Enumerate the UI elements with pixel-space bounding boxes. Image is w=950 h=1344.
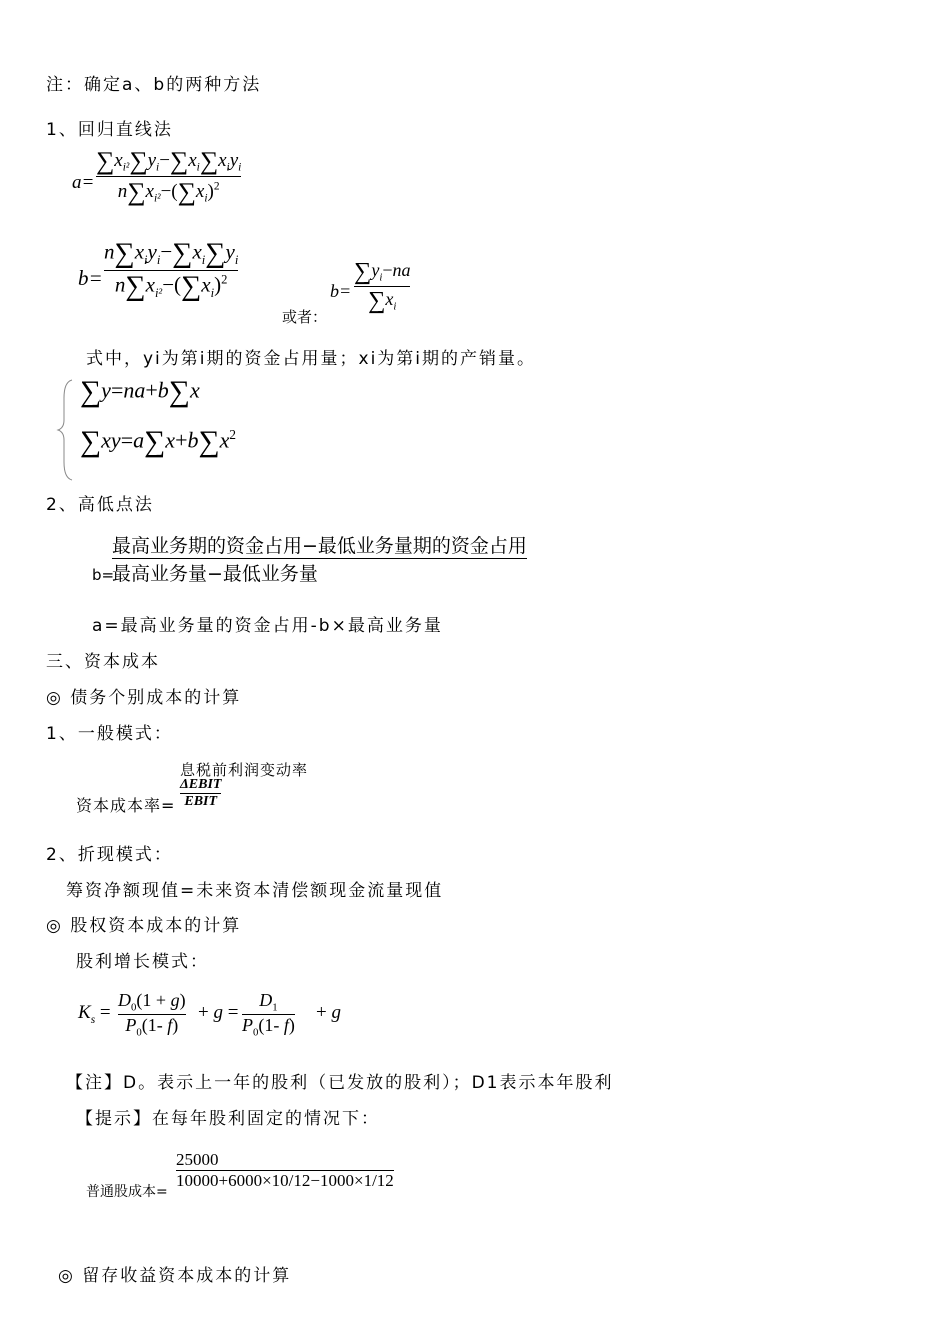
section3-heading: 三、资本成本: [46, 652, 160, 672]
method2-heading: 2、高低点法: [46, 495, 154, 515]
high-low-formula: [112, 531, 527, 586]
ebit-denominator: EBIT: [184, 794, 218, 809]
discount-mode-heading: 2、折现模式：: [46, 845, 173, 865]
ks-plus-g-1: + g =: [198, 1002, 239, 1023]
a-formula: a=最高业务量的资金占用-b×最高业务量: [92, 616, 443, 636]
bond-cost-heading: ◎ 债务个别成本的计算: [46, 688, 242, 708]
hl-b-label: b=: [92, 566, 115, 584]
note-title: 注：确定a、b的两种方法: [46, 75, 262, 95]
brace-icon: [56, 378, 74, 482]
common-stock-label: 普通股成本=: [86, 1184, 168, 1200]
formula-b-label: b=: [78, 266, 103, 290]
hl-denominator: 最高业务量−最低业务量: [112, 563, 318, 585]
ebit-top-label: 息税前利润变动率: [180, 761, 309, 779]
ks-fraction-2: $D_1$ $P_0(1-$ f): [242, 990, 295, 1039]
common-denominator: 10000+6000×10/12−1000×1/12: [176, 1171, 394, 1190]
common-stock-fraction: [176, 1150, 394, 1191]
general-mode-heading: 1、一般模式：: [46, 724, 173, 744]
formula-b: $n\sum x_iy_i-\sum x_i\sum y_i$ $n\sum x_{i^2}-(\sum x_i)^2$: [104, 238, 239, 302]
explain-text: 式中，yi为第i期的资金占用量；xi为第i期的产销量。: [86, 349, 537, 369]
tip-text: 【提示】在每年股利固定的情况下：: [76, 1109, 380, 1129]
method1-heading: 1、回归直线法: [46, 120, 173, 140]
equation-2: $\sum xy=a\sum x+b\sum x^2$: [80, 426, 237, 458]
formula-b-alt-label: b=: [330, 281, 352, 301]
equity-cost-heading: ◎ 股权资本成本的计算: [46, 916, 242, 936]
formula-a: $\sum x_{i^2}\sum y_i-\sum x_i\sum x_iy_i$ $n\sum x_{i^2}-(\sum x_i)^2$: [96, 146, 242, 206]
note-d: 【注】D。表示上一年的股利（已发放的股利）；D1表示本年股利: [66, 1073, 614, 1093]
formula-a-label: a=: [72, 172, 95, 193]
ks-fraction-1: $D_0(1 + g)$ $P_0(1-$ f): [118, 990, 186, 1039]
cost-rate-label: 资本成本率=: [76, 796, 176, 815]
equation-1: ∑y=na+b∑x: [80, 376, 200, 408]
common-numerator: 25000: [176, 1150, 219, 1169]
ks-plus-g-2: + g: [316, 1002, 341, 1023]
discount-text: 筹资净额现值=未来资本清偿额现金流量现值: [66, 881, 444, 901]
ebit-numerator: ΔEBIT: [180, 777, 222, 792]
or-label: 或者：: [282, 308, 328, 326]
dividend-growth-label: 股利增长模式：: [76, 952, 209, 972]
retained-earnings-heading: ◎ 留存收益资本成本的计算: [58, 1266, 292, 1286]
ks-label: $K_s$ =: [78, 1002, 111, 1026]
ebit-fraction: [180, 777, 221, 810]
formula-b-alt: $\sum y_i-na$ $\sum x_i$: [354, 258, 411, 314]
hl-numerator: 最高业务期的资金占用−最低业务量期的资金占用: [112, 535, 527, 557]
